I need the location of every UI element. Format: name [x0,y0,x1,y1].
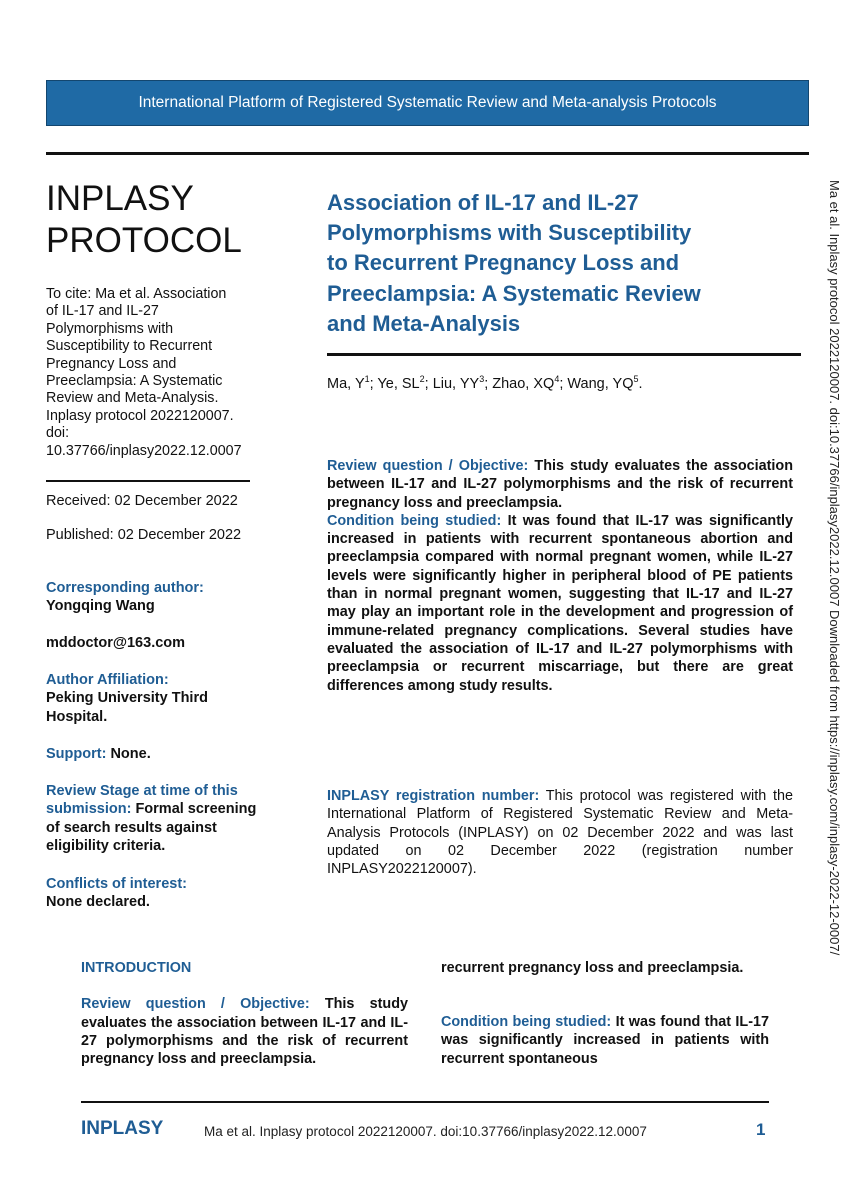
review-stage-value: Formal screening [135,801,257,818]
corresponding-author-label: Corresponding author: [46,580,204,596]
affiliation-line: Hospital. [46,708,108,725]
support-label: Support: [46,746,107,762]
citation-line: Inplasy protocol 2022120007. [46,407,234,424]
citation-block [46,286,272,460]
citation-line: Review and Meta-Analysis. [46,390,219,407]
protocol-heading [46,178,272,262]
review-question-text: This study evaluates the association between IL-17 and IL-27 polymorphisms and the risk of recurrent pregnancy loss and preeclampsia. [81,996,408,1068]
conflicts-label: Conflicts of interest: [46,876,187,892]
review-question-text: This study evaluates the association between IL-17 and IL-27 polymorphisms and the risk of recurrent pregnancy loss and preeclampsia. [327,458,794,511]
side-download-note: Ma et al. Inplasy protocol 2022120007. doi:10.37766/inplasy2022.12.0007 Downloaded from https://inplasy.com/inplasy-2022-12-0007/ [827,180,842,956]
condition-label: Condition being studied: [327,512,502,529]
article-title [327,188,797,339]
review-stage-value: eligibility criteria. [46,837,166,854]
citation-line: Pregnancy Loss and [46,355,177,372]
abstract-condition [327,512,793,695]
abstract-summary [327,457,793,695]
author-affiliation-number: 2 [419,374,425,384]
citation-line: Preeclampsia: A Systematic [46,373,223,390]
protocol-heading-line1: INPLASY [46,179,194,218]
condition-text: It was found that IL-17 was significantly increased in patients with recurrent spontaneous abortion and preeclampsia compared with normal pregnant women, while IL-27 levels were significantly higher in peripheral blood of PE patients than in normal pregnant women, suggesting that IL-17 and IL-27 may play an important role in the development and progression of immune-related pregnancy complications. Several studies have evaluated the association of IL-17 and IL-27 polymorphisms with preeclampsia or recurrent miscarriage, but there are great differences among study results. [327,512,793,694]
title-divider [327,353,801,356]
support-value: None. [110,746,151,762]
received-date: Received: 02 December 2022 [46,493,238,509]
review-stage [46,782,286,855]
review-stage-value: of search results against [46,819,217,836]
author-name: ; Liu, YY [424,375,480,392]
author-name: ; Zhao, XQ [484,375,555,392]
author-name: Ma, Y [327,375,365,392]
support-statement [46,745,272,763]
review-question-label: Review question / Objective: [327,458,529,474]
review-stage-label: Review Stage at time of this [46,783,238,799]
author-list [327,374,797,392]
author-affiliation-number: 1 [364,374,370,384]
citation-line: Polymorphisms with [46,320,174,337]
review-stage-label: submission: [46,801,132,818]
review-question-label: Review question / Objective: [81,996,310,1013]
condition-text: It was found that IL-17 was significantly increased in patients with recurrent spontaneous [441,1014,769,1067]
article-title-line: Association of IL-17 and IL-27 [327,190,639,215]
protocol-heading-line2: PROTOCOL [46,221,242,260]
banner-text: International Platform of Registered Systematic Review and Meta-analysis Protocols [138,94,717,111]
intro-condition [441,1013,769,1068]
author-name: ; Wang, YQ [559,375,634,392]
abstract-review-question [327,457,793,512]
article-title-line: to Recurrent Pregnancy Loss and [327,250,680,276]
affiliation-label: Author Affiliation: [46,672,169,688]
platform-banner [46,80,809,126]
citation-line: To cite: Ma et al. Association [46,286,227,302]
author-affiliation [46,671,272,726]
article-title-line: Preeclampsia: A Systematic Review [327,280,701,306]
condition-label: Condition being studied: [441,1014,612,1030]
registration-statement [327,787,793,878]
top-divider [46,152,809,155]
left-divider [46,480,250,482]
citation-line: of IL-17 and IL-27 [46,303,159,320]
article-title-line: Polymorphisms with Susceptibility [327,220,692,246]
body-column-right [441,959,769,1068]
intro-review-question [81,995,408,1068]
page-number: 1 [756,1120,766,1139]
article-title-line: and Meta-Analysis [327,310,521,336]
citation-doi-link[interactable]: 10.37766/inplasy2022.12.0007 [46,442,242,459]
introduction-heading: INTRODUCTION [81,960,192,976]
footer-divider [81,1101,769,1103]
conflicts-of-interest [46,875,272,912]
author-list-end: . [638,375,643,392]
affiliation-line: Peking University Third [46,690,208,707]
footer-citation: Ma et al. Inplasy protocol 2022120007. doi:10.37766/inplasy2022.12.0007 [204,1124,647,1139]
author-affiliation-number: 3 [479,374,485,384]
body-column-left [81,959,408,1068]
author-email[interactable]: mddoctor@163.com [46,635,186,651]
author-affiliation-number: 4 [554,374,560,384]
registration-text: This protocol was registered with the International Platform of Registered Systematic Review and Meta-Analysis Protocols (INPLASY) on 02 December 2022 and was last updated on 02 December 2022 (registration number INPLASY2022120007). [327,788,793,878]
intro-continued-text: recurrent pregnancy loss and preeclampsia. [441,960,744,976]
corresponding-author-name: Yongqing Wang [46,598,155,615]
published-date: Published: 02 December 2022 [46,527,242,543]
corresponding-author [46,579,272,616]
footer-brand: INPLASY [81,1118,164,1139]
citation-line: doi: [46,425,70,442]
author-affiliation-number: 5 [633,374,639,384]
author-name: ; Ye, SL [369,375,420,392]
citation-line: Susceptibility to Recurrent [46,338,213,355]
registration-label: INPLASY registration number: [327,788,540,804]
conflicts-value: None declared. [46,894,150,911]
